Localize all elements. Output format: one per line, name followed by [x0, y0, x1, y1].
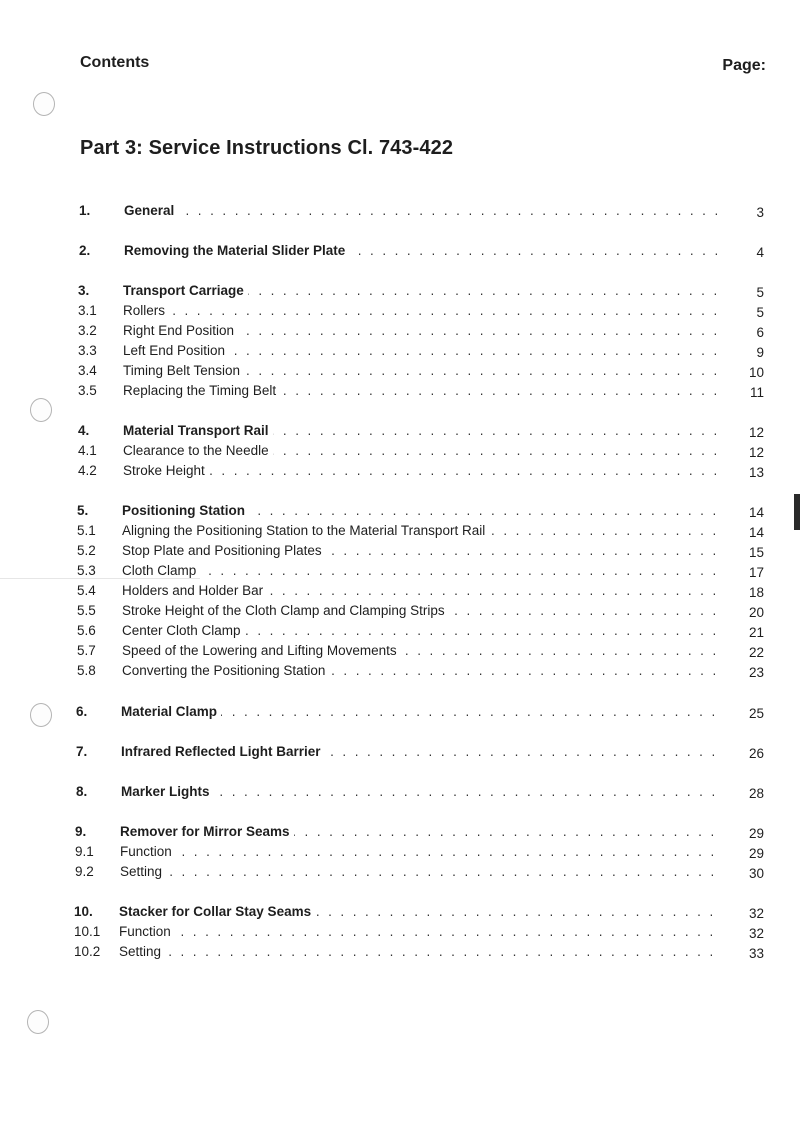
entry-page: 23: [748, 665, 764, 680]
entry-number: 4.: [78, 423, 90, 438]
toc-entry: [0, 281, 802, 301]
toc-entry: [0, 942, 802, 962]
entry-title: Stacker for Collar Stay Seams: [119, 904, 315, 919]
entry-page: 3: [756, 205, 764, 220]
entry-page: 32: [748, 926, 764, 941]
part-title: Part 3: Service Instructions Cl. 743-422: [80, 137, 454, 159]
entry-page: 9: [756, 345, 764, 360]
entry-title: Function: [120, 844, 176, 859]
entry-title: Converting the Positioning Station: [122, 663, 329, 678]
entry-number: 3.1: [78, 303, 97, 318]
entry-title: Function: [119, 924, 175, 939]
contents-heading: Contents: [80, 54, 150, 71]
toc-entry: [0, 702, 802, 722]
toc-entry: [0, 341, 802, 361]
entry-title: Material Clamp: [121, 704, 221, 719]
toc-entry: [0, 541, 802, 561]
toc-entry: [0, 301, 802, 321]
entry-number: 2.: [79, 243, 91, 258]
entry-number: 5.7: [77, 643, 96, 658]
entry-number: 10.2: [74, 944, 101, 959]
entry-number: 4.2: [78, 463, 97, 478]
entry-title: Setting: [120, 864, 166, 879]
entry-number: 10.: [74, 904, 93, 919]
entry-title: Rollers: [123, 303, 169, 318]
entry-title: Aligning the Positioning Station to the Material Transport Rail: [122, 523, 489, 538]
page-column-heading: Page:: [722, 57, 766, 74]
entry-number: 9.2: [75, 864, 94, 879]
toc-entry: [0, 641, 802, 661]
entry-number: 3.2: [78, 323, 97, 338]
toc-entry: [0, 201, 802, 221]
toc-entry: [0, 782, 802, 802]
entry-number: 3.3: [78, 343, 97, 358]
entry-page: 14: [748, 505, 764, 520]
toc-entry: [0, 842, 802, 862]
entry-title: Replacing the Timing Belt: [123, 383, 280, 398]
entry-title: Left End Position: [123, 343, 229, 358]
toc-entry: [0, 461, 802, 481]
entry-page: 28: [748, 786, 764, 801]
entry-title: Setting: [119, 944, 165, 959]
entry-title: Transport Carriage: [123, 283, 248, 298]
entry-title: Right End Position: [123, 323, 238, 338]
toc-entry: [0, 381, 802, 401]
entry-title: Clearance to the Needle: [123, 443, 273, 458]
toc-entry: [0, 581, 802, 601]
entry-page: 5: [756, 285, 764, 300]
entry-number: 7.: [76, 744, 88, 759]
toc-entry: [0, 441, 802, 461]
toc-entry: [0, 501, 802, 521]
entry-page: 4: [756, 245, 764, 260]
entry-page: 5: [756, 305, 764, 320]
toc-entry: [0, 521, 802, 541]
entry-title: Stop Plate and Positioning Plates: [122, 543, 326, 558]
entry-title: Cloth Clamp: [122, 563, 200, 578]
entry-number: 5.2: [77, 543, 96, 558]
entry-page: 29: [748, 846, 764, 861]
toc-entry: [0, 922, 802, 942]
entry-number: 1.: [79, 203, 91, 218]
entry-page: 29: [748, 826, 764, 841]
toc-entry: [0, 621, 802, 641]
entry-page: 33: [748, 946, 764, 961]
entry-number: 5.: [77, 503, 89, 518]
toc-entry: [0, 601, 802, 621]
entry-title: General: [124, 203, 178, 218]
toc-entry: [0, 822, 802, 842]
entry-title: Speed of the Lowering and Lifting Movements: [122, 643, 401, 658]
entry-page: 32: [748, 906, 764, 921]
entry-page: 30: [748, 866, 764, 881]
entry-title: Remover for Mirror Seams: [120, 824, 294, 839]
entry-page: 10: [748, 365, 764, 380]
entry-page: 25: [748, 706, 764, 721]
entry-number: 3.4: [78, 363, 97, 378]
entry-page: 26: [748, 746, 764, 761]
entry-page: 22: [748, 645, 764, 660]
entry-number: 5.8: [77, 663, 96, 678]
entry-title: Infrared Reflected Light Barrier: [121, 744, 325, 759]
entry-number: 3.5: [78, 383, 97, 398]
entry-number: 5.6: [77, 623, 96, 638]
entry-number: 5.3: [77, 563, 96, 578]
entry-number: 6.: [76, 704, 88, 719]
entry-number: 3.: [78, 283, 90, 298]
entry-title: Holders and Holder Bar: [122, 583, 267, 598]
toc-entry: [0, 421, 802, 441]
toc-entry: [0, 902, 802, 922]
entry-page: 15: [748, 545, 764, 560]
entry-page: 21: [748, 625, 764, 640]
entry-number: 9.: [75, 824, 87, 839]
entry-page: 17: [748, 565, 764, 580]
entry-number: 5.5: [77, 603, 96, 618]
entry-title: Marker Lights: [121, 784, 214, 799]
entry-page: 12: [748, 425, 764, 440]
entry-page: 6: [756, 325, 764, 340]
entry-number: 5.4: [77, 583, 96, 598]
entry-number: 4.1: [78, 443, 97, 458]
toc-entry: [0, 241, 802, 261]
toc-entry: [0, 361, 802, 381]
entry-page: 20: [748, 605, 764, 620]
entry-title: Center Cloth Clamp: [122, 623, 245, 638]
entry-page: 13: [748, 465, 764, 480]
toc-entry: [0, 862, 802, 882]
entry-page: 11: [749, 385, 764, 400]
entry-title: Material Transport Rail: [123, 423, 273, 438]
entry-title: Stroke Height: [123, 463, 209, 478]
toc-entry: [0, 742, 802, 762]
entry-number: 5.1: [77, 523, 96, 538]
entry-page: 14: [748, 525, 764, 540]
toc-entry: [0, 661, 802, 681]
toc-entry: [0, 561, 802, 581]
entry-title: Positioning Station: [122, 503, 249, 518]
entry-page: 12: [748, 445, 764, 460]
entry-number: 10.1: [74, 924, 101, 939]
entry-title: Timing Belt Tension: [123, 363, 244, 378]
entry-title: Stroke Height of the Cloth Clamp and Clamping Strips: [122, 603, 449, 618]
entry-page: 18: [748, 585, 764, 600]
entry-number: 9.1: [75, 844, 94, 859]
entry-title: Removing the Material Slider Plate: [124, 243, 349, 258]
toc-entry: [0, 321, 802, 341]
entry-number: 8.: [76, 784, 88, 799]
